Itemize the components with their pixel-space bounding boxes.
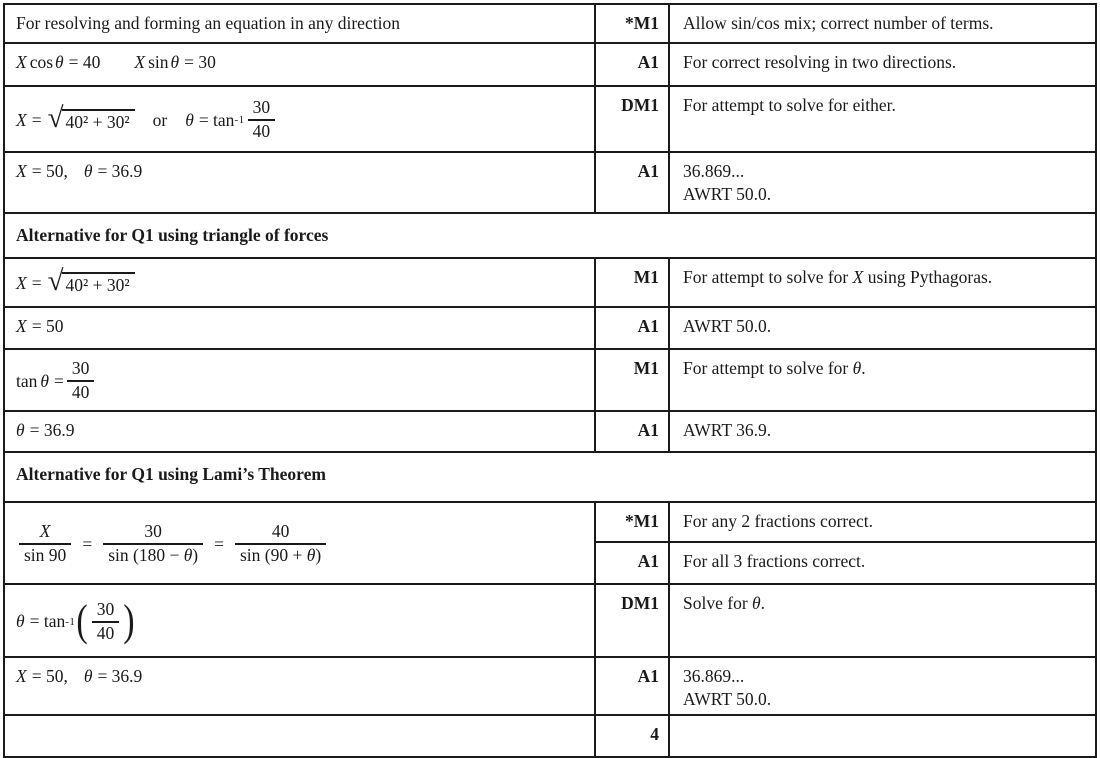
comment-text: . [760, 593, 766, 613]
working-cell [5, 503, 596, 583]
radicand: 40² + 30² [62, 109, 135, 133]
math-eq: = tan [29, 611, 66, 631]
table-row [5, 656, 1095, 714]
fraction-denominator [103, 543, 203, 567]
mark-label: A1 [637, 666, 659, 686]
working-cell [5, 412, 596, 451]
working-cell [5, 87, 596, 151]
left-parenthesis: ( [76, 596, 88, 645]
mark-label: A1 [637, 551, 659, 571]
math-eq: = [31, 273, 42, 293]
math-eq: = [31, 109, 42, 130]
fraction [67, 358, 95, 404]
math-var: X [16, 161, 27, 181]
table-row [5, 5, 1095, 42]
comment-text: For attempt to solve for [683, 267, 853, 287]
comment-cell [670, 5, 1095, 42]
fraction [235, 521, 326, 567]
table-row [5, 583, 1095, 656]
working-text: For resolving and forming an equation in any direction [16, 13, 400, 33]
math-fn: cos [29, 52, 54, 72]
mark-cell [596, 543, 670, 583]
comment-text: Solve for [683, 593, 753, 613]
table-row [5, 151, 1095, 212]
math-var: θ [16, 611, 25, 631]
table-row [5, 257, 1095, 306]
comment-line: 36.869... [683, 666, 745, 686]
right-parenthesis: ) [123, 596, 135, 645]
comment-cell [670, 658, 1095, 714]
mark-label: A1 [637, 316, 659, 336]
comment-var: X [852, 267, 864, 287]
math-eq: = 50 [31, 316, 64, 336]
math-var: X [134, 52, 146, 72]
math-var: θ [185, 109, 194, 130]
math-eq: = 36.9 [97, 161, 143, 181]
comment-text: For any 2 fractions correct. [683, 511, 873, 531]
comment-text: . [861, 358, 866, 378]
math-eq: = [214, 533, 224, 554]
mark-label: *M1 [624, 13, 659, 33]
comment-var: θ [852, 358, 862, 378]
fraction-numerator: 40 [271, 521, 290, 542]
math-fn: sin [148, 52, 169, 72]
comment-text: For attempt to solve for either. [683, 95, 896, 115]
fraction-denominator: 40 [67, 380, 95, 404]
comment-line: 36.869... [683, 161, 745, 181]
mark-cell [596, 153, 670, 212]
square-root [47, 101, 135, 134]
radical-symbol: √ [47, 265, 64, 297]
math-var: X [16, 109, 27, 130]
mark-scheme-table [3, 3, 1097, 758]
mark-label: M1 [633, 358, 659, 378]
mark-cell [596, 87, 670, 151]
fraction-denominator: 40 [92, 621, 120, 645]
section-header-lami-theorem [5, 451, 1095, 501]
math-eq: = 30 [184, 52, 216, 72]
total-marks-value: 4 [650, 724, 659, 744]
comment-cell [670, 543, 1095, 583]
denominator-text: ) [192, 545, 199, 565]
table-row [5, 42, 1095, 85]
working-cell [5, 716, 596, 756]
comment-text: For correct resolving in two directions. [683, 52, 957, 72]
math-eq: = tan [198, 109, 235, 130]
fraction-numerator: 30 [96, 598, 115, 619]
math-var: θ [40, 370, 49, 391]
math-var: θ [83, 666, 93, 686]
comment-cell [670, 503, 1095, 543]
section-header-text: Alternative for Q1 using triangle of forces [16, 225, 329, 245]
denominator-var: θ [306, 545, 316, 565]
comment-text: For all 3 fractions correct. [683, 551, 866, 571]
working-cell [5, 5, 596, 42]
comment-text: AWRT 36.9. [683, 420, 772, 440]
working-cell [5, 44, 596, 85]
section-header-triangle-of-forces [5, 212, 1095, 257]
math-var: X [16, 666, 27, 686]
math-or: or [152, 109, 168, 130]
comment-cell [670, 87, 1095, 151]
table-row [5, 501, 1095, 583]
comment-cell [670, 259, 1095, 306]
mark-label: *M1 [624, 511, 659, 531]
total-row [5, 714, 1095, 756]
math-var: θ [16, 420, 25, 440]
math-eq: = 50, [31, 666, 68, 686]
math-var: θ [55, 52, 64, 72]
mark-cell [596, 412, 670, 451]
inverse-exponent: -1 [65, 615, 76, 628]
table-row [5, 306, 1095, 348]
mark-label: A1 [637, 52, 659, 72]
table-row [5, 410, 1095, 451]
denominator-text: sin (90 + [240, 545, 307, 565]
fraction [19, 521, 71, 567]
fraction-numerator: X [39, 521, 51, 542]
fraction [103, 521, 203, 567]
mark-cell [596, 350, 670, 410]
mark-cell [596, 5, 670, 42]
mark-cell [596, 308, 670, 348]
fraction-numerator: 30 [252, 97, 271, 118]
section-header-text: Alternative for Q1 using Lami’s Theorem [16, 464, 326, 484]
table-row [5, 85, 1095, 151]
square-root [47, 265, 135, 297]
fraction [92, 599, 120, 645]
math-eq: = 36.9 [29, 420, 75, 440]
math-var: θ [170, 52, 180, 72]
radical-symbol: √ [47, 101, 64, 134]
math-eq: = 50, [31, 161, 68, 181]
comment-line: AWRT 50.0. [683, 184, 772, 204]
mark-cell [596, 259, 670, 306]
comment-text: Allow sin/cos mix; correct number of terms. [683, 13, 994, 33]
working-cell [5, 350, 596, 410]
fraction-denominator: 40 [248, 119, 276, 143]
comment-cell [670, 308, 1095, 348]
mark-label: A1 [637, 161, 659, 181]
working-cell [5, 153, 596, 212]
comment-cell [670, 44, 1095, 85]
mark-label: DM1 [621, 593, 659, 613]
comment-cell [670, 412, 1095, 451]
mark-label: A1 [637, 420, 659, 440]
comment-line: AWRT 50.0. [683, 689, 772, 709]
comment-var: θ [752, 593, 761, 613]
comment-cell [670, 153, 1095, 212]
mark-cell [596, 585, 670, 656]
denominator-text: ) [315, 545, 322, 565]
table-row [5, 348, 1095, 410]
mark-cell [596, 658, 670, 714]
fraction-numerator: 30 [71, 358, 90, 379]
working-cell [5, 658, 596, 714]
comment-cell [670, 585, 1095, 656]
denominator-text: sin (180 − [108, 545, 184, 565]
working-cell [5, 259, 596, 306]
math-eq: = [54, 370, 64, 391]
denominator-var: θ [183, 545, 193, 565]
comment-cell [670, 716, 1095, 756]
fraction [248, 97, 276, 143]
total-marks-cell [596, 716, 670, 756]
inverse-exponent: -1 [234, 114, 245, 126]
math-var: X [16, 273, 27, 293]
math-fn: tan [16, 370, 38, 391]
mark-label: DM1 [621, 95, 659, 115]
math-eq: = 40 [68, 52, 101, 72]
math-eq: = [82, 533, 93, 554]
working-cell [5, 308, 596, 348]
mark-cell [596, 44, 670, 85]
math-var: X [16, 52, 27, 72]
fraction-denominator: sin 90 [19, 543, 71, 567]
comment-text: using Pythagoras. [863, 267, 993, 287]
working-cell [5, 585, 596, 656]
mark-label: M1 [633, 267, 659, 287]
mark-cell [596, 503, 670, 543]
comment-text: AWRT 50.0. [683, 316, 772, 336]
radicand: 40² + 30² [62, 272, 135, 296]
math-eq: = 36.9 [97, 666, 143, 686]
math-var: X [16, 316, 27, 336]
math-var: θ [83, 161, 93, 181]
fraction-denominator [235, 543, 326, 567]
comment-text: For attempt to solve for [683, 358, 853, 378]
fraction-numerator: 30 [144, 521, 162, 542]
comment-cell [670, 350, 1095, 410]
